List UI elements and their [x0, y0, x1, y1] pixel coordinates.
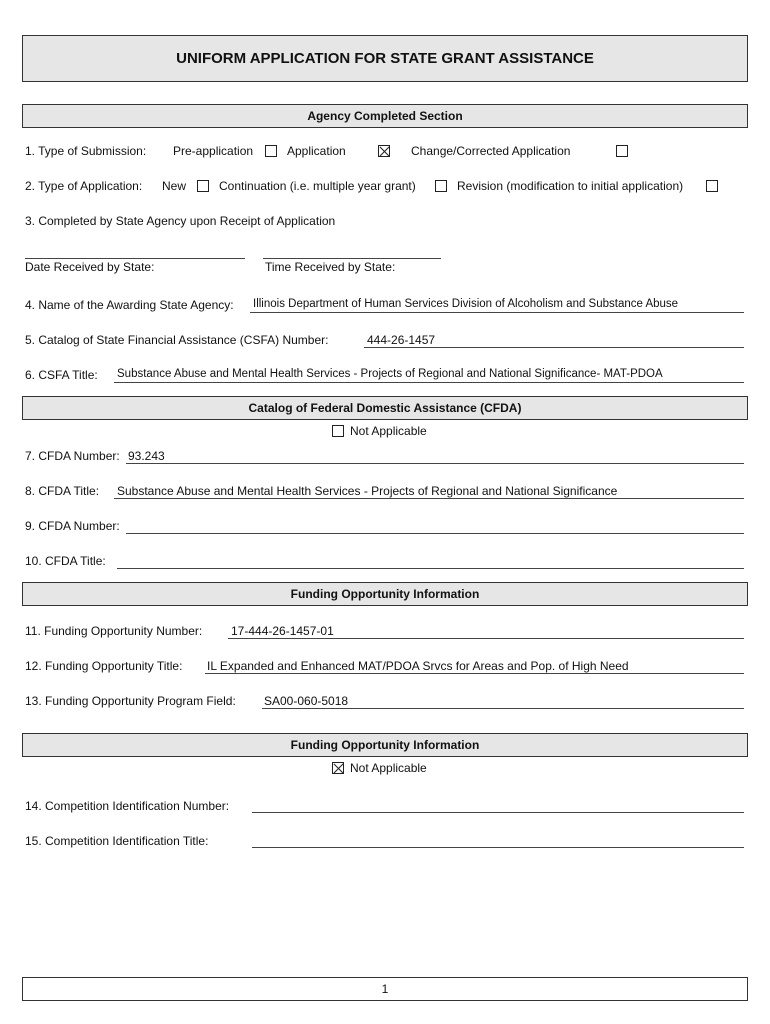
- application-label: Application: [287, 144, 346, 158]
- application-checkbox[interactable]: [378, 145, 390, 157]
- cfda-number-1-field[interactable]: [126, 463, 744, 464]
- cfda-section-header: Catalog of Federal Domestic Assistance (CFDA): [22, 396, 748, 420]
- submission-type-label: 1. Type of Submission:: [25, 144, 147, 158]
- cfda-number-1-label: 7. CFDA Number:: [25, 449, 120, 463]
- time-received-line[interactable]: [263, 258, 441, 259]
- funding-title-value: IL Expanded and Enhanced MAT/PDOA Srvcs for Areas and Pop. of High Need: [207, 659, 629, 673]
- funding-number-label: 11. Funding Opportunity Number:: [25, 624, 203, 638]
- program-field-value: SA00-060-5018: [264, 694, 349, 708]
- pre-application-label: Pre-application: [173, 144, 254, 158]
- continuation-label: Continuation (i.e. multiple year grant): [219, 179, 416, 193]
- application-type-label: 2. Type of Application:: [25, 179, 143, 193]
- program-field-field[interactable]: [262, 708, 744, 709]
- change-corrected-checkbox[interactable]: [616, 145, 628, 157]
- cfda-title-2-field[interactable]: [117, 568, 744, 569]
- awarding-agency-value: Illinois Department of Human Services Division of Alcoholism and Substance Abuse: [253, 298, 679, 310]
- awarding-agency-label: 4. Name of the Awarding State Agency:: [25, 298, 234, 312]
- revision-checkbox[interactable]: [706, 180, 718, 192]
- cfda-not-applicable-checkbox[interactable]: [332, 425, 344, 437]
- funding-number-value: 17-444-26-1457-01: [231, 624, 334, 638]
- date-received-label: Date Received by State:: [25, 260, 155, 274]
- funding-title-field[interactable]: [205, 673, 744, 674]
- completed-by-label: 3. Completed by State Agency upon Receipt of Application: [25, 214, 336, 228]
- continuation-checkbox[interactable]: [435, 180, 447, 192]
- csfa-title-field[interactable]: [114, 382, 744, 383]
- change-corrected-label: Change/Corrected Application: [411, 144, 571, 158]
- cfda-title-2-label: 10. CFDA Title:: [25, 554, 106, 568]
- revision-label: Revision (modification to initial application): [457, 179, 684, 193]
- date-received-line[interactable]: [25, 258, 245, 259]
- competition-number-label: 14. Competition Identification Number:: [25, 799, 230, 813]
- funding-title-label: 12. Funding Opportunity Title:: [25, 659, 183, 673]
- funding-number-field[interactable]: [228, 638, 744, 639]
- competition-number-field[interactable]: [252, 812, 744, 813]
- csfa-number-value: 444-26-1457: [367, 333, 436, 347]
- pre-application-checkbox[interactable]: [265, 145, 277, 157]
- csfa-title-label: 6. CSFA Title:: [25, 368, 98, 382]
- funding-section-header: Funding Opportunity Information: [22, 582, 748, 606]
- csfa-number-field[interactable]: [364, 347, 744, 348]
- competition-not-applicable-label: Not Applicable: [350, 761, 427, 775]
- awarding-agency-field[interactable]: [250, 312, 744, 313]
- cfda-number-1-value: 93.243: [128, 449, 165, 463]
- new-checkbox[interactable]: [197, 180, 209, 192]
- csfa-number-label: 5. Catalog of State Financial Assistance (CSFA) Number:: [25, 333, 329, 347]
- page-number: 1: [22, 977, 748, 1001]
- cfda-title-1-field[interactable]: [114, 498, 744, 499]
- csfa-title-value: Substance Abuse and Mental Health Services - Projects of Regional and National Significance- MAT-PDOA: [117, 368, 663, 380]
- competition-title-label: 15. Competition Identification Title:: [25, 834, 209, 848]
- competition-not-applicable-checkbox[interactable]: [332, 762, 344, 774]
- competition-title-field[interactable]: [252, 847, 744, 848]
- form-title: UNIFORM APPLICATION FOR STATE GRANT ASSISTANCE: [22, 35, 748, 82]
- cfda-title-1-value: Substance Abuse and Mental Health Services - Projects of Regional and National Significance: [117, 484, 618, 498]
- competition-section-header: Funding Opportunity Information: [22, 733, 748, 757]
- cfda-number-2-field[interactable]: [126, 533, 744, 534]
- cfda-not-applicable-label: Not Applicable: [350, 424, 427, 438]
- agency-section-header: Agency Completed Section: [22, 104, 748, 128]
- cfda-title-1-label: 8. CFDA Title:: [25, 484, 100, 498]
- new-label: New: [162, 179, 187, 193]
- program-field-label: 13. Funding Opportunity Program Field:: [25, 694, 236, 708]
- time-received-label: Time Received by State:: [265, 260, 396, 274]
- cfda-number-2-label: 9. CFDA Number:: [25, 519, 120, 533]
